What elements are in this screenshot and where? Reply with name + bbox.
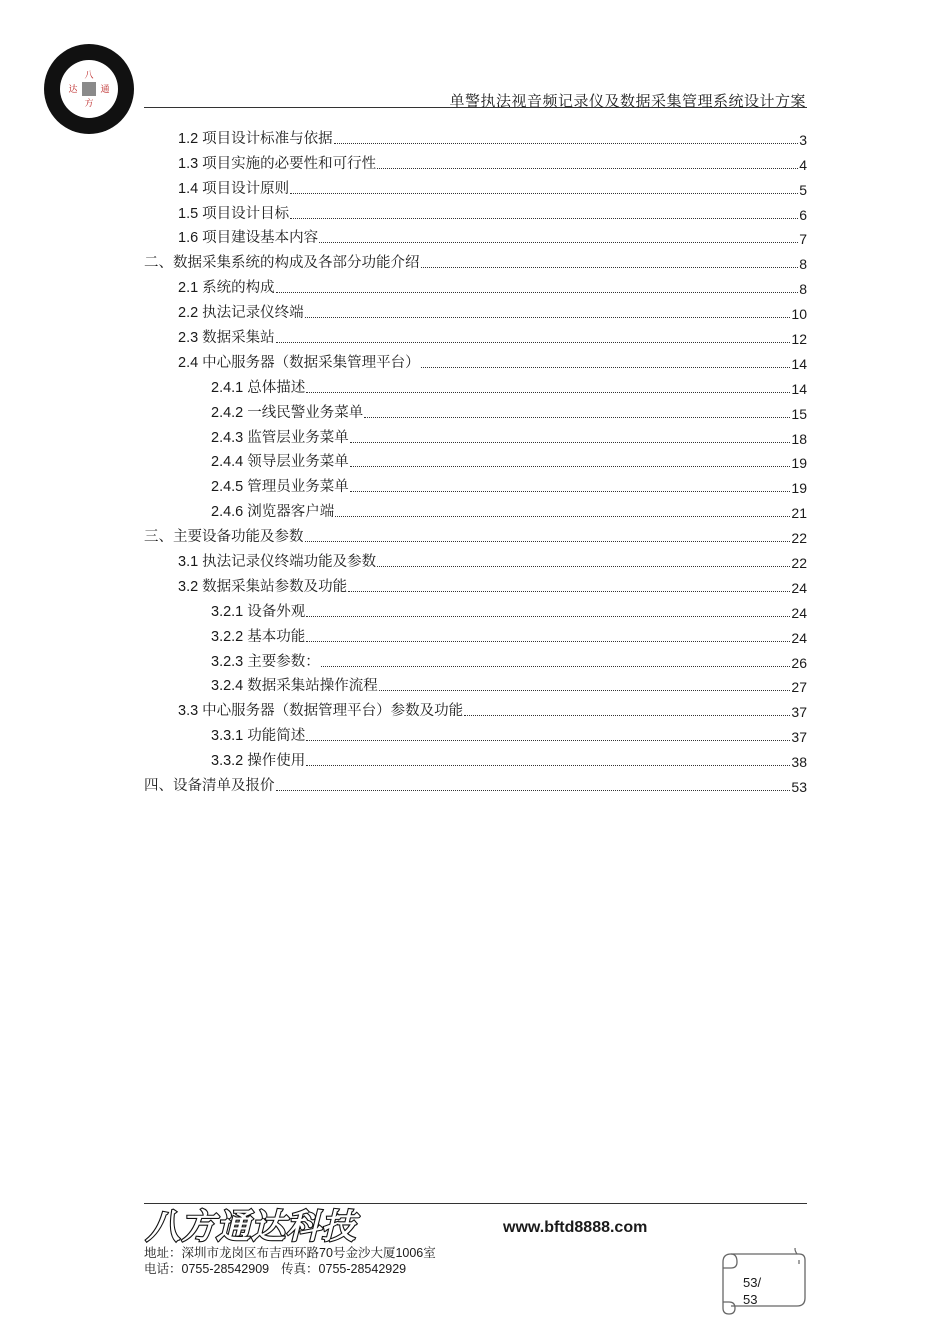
toc-entry-page: 22 [791,530,807,547]
toc-leader-dots [335,516,790,517]
toc-entry-number: 1.2 [178,130,199,147]
toc-entry[interactable] [144,473,807,498]
toc-entry-title [144,774,275,797]
toc-entry-label: 数据采集站参数及功能 [202,578,348,595]
toc-entry-label: 基本功能 [247,628,306,645]
toc-entry-number: 2.1 [178,280,199,297]
toc-entry-label: 监管层业务菜单 [247,429,349,446]
toc-entry[interactable] [144,498,807,523]
toc-entry-label: 二、数据采集系统的构成及各部分功能介绍 [144,255,420,272]
toc-entry-title [211,500,334,523]
toc-entry-page: 5 [799,181,807,198]
toc-entry-title [178,226,318,249]
toc-leader-dots [421,267,799,268]
toc-entry[interactable] [144,274,807,299]
toc-entry-title [178,301,304,324]
toc-leader-dots [306,641,790,642]
toc-entry-number: 3.2 [178,578,199,595]
toc-entry-label: 数据采集站 [202,330,275,347]
logo-char-right: 通 [100,85,110,95]
toc-entry-label: 项目实施的必要性和可行性 [202,155,377,172]
toc-entry-number: 3.3 [178,703,199,720]
toc-leader-dots [364,417,790,418]
toc-entry-page: 53 [791,779,807,796]
toc-entry[interactable] [144,399,807,424]
toc-entry-title [178,276,275,299]
toc-entry-label: 执法记录仪终端功能及参数 [202,554,377,571]
toc-entry-page: 14 [791,380,807,397]
toc-leader-dots [305,317,791,318]
toc-leader-dots [276,292,799,293]
toc-entry-title [144,525,304,548]
logo-char-top: 八 [84,71,94,81]
toc-entry-number: 3.1 [178,554,199,571]
toc-entry-label: 领导层业务菜单 [247,454,349,471]
toc-entry-title [211,401,363,424]
toc-entry[interactable] [144,673,807,698]
toc-entry-title [211,650,320,673]
toc-entry[interactable] [144,573,807,598]
toc-leader-dots [306,740,790,741]
toc-entry-page: 10 [791,306,807,323]
toc-entry-label: 总体描述 [247,379,306,396]
toc-entry[interactable] [144,772,807,797]
toc-entry[interactable] [144,349,807,374]
header-divider [144,107,807,108]
document-title: 单警执法视音频记录仪及数据采集管理系统设计方案 [449,92,806,110]
toc-entry[interactable] [144,225,807,250]
toc-entry-label: 中心服务器（数据采集管理平台） [202,354,420,371]
toc-entry-number: 1.5 [178,205,199,222]
toc-entry-label: 三、主要设备功能及参数 [144,529,304,546]
toc-entry-number: 3.2.1 [211,603,244,620]
toc-entry[interactable] [144,424,807,449]
toc-entry-page: 24 [791,579,807,596]
brand-name: 八方通达科技 [146,1207,356,1247]
toc-leader-dots [464,715,790,716]
toc-entry[interactable] [144,324,807,349]
toc-entry-label: 一线民警业务菜单 [247,404,364,421]
toc-entry-label: 操作使用 [247,753,306,770]
toc-entry-label: 四、设备清单及报价 [144,778,275,795]
toc-entry-page: 21 [791,505,807,522]
toc-entry-title [211,600,305,623]
toc-leader-dots [276,342,791,343]
toc-entry-label: 功能简述 [247,728,306,745]
page-number [743,1274,773,1308]
toc-entry-label: 中心服务器（数据管理平台）参数及功能 [202,703,464,720]
toc-entry-number: 3.2.4 [211,678,244,695]
toc-leader-dots [290,218,798,219]
toc-entry-label: 执法记录仪终端 [202,305,304,322]
toc-entry-number: 1.6 [178,230,199,247]
toc-entry-number: 2.4 [178,354,199,371]
toc-entry-label: 浏览器客户端 [247,504,335,521]
toc-leader-dots [350,491,791,492]
toc-entry-title [178,550,376,573]
toc-entry-title [144,251,420,274]
toc-entry-title [211,426,349,449]
toc-entry[interactable] [144,449,807,474]
toc-entry[interactable] [144,374,807,399]
toc-entry-number: 2.4.3 [211,429,244,446]
toc-entry-title [178,127,333,150]
toc-entry-page: 24 [791,629,807,646]
toc-entry[interactable] [144,722,807,747]
company-contact: 电话：0755-28542909 传真：0755-28542929 [144,1261,407,1276]
toc-entry-number: 3.2.2 [211,628,244,645]
toc-entry-page: 19 [791,480,807,497]
toc-entry-page: 27 [791,679,807,696]
toc-entry-page: 22 [791,555,807,572]
toc-entry-page: 19 [791,455,807,472]
toc-entry[interactable] [144,175,807,200]
toc-entry-number: 1.4 [178,180,199,197]
toc-entry-title [211,724,305,747]
toc-entry-title [178,177,289,200]
toc-entry-page: 8 [799,281,807,298]
toc-leader-dots [421,367,791,368]
toc-leader-dots [377,566,790,567]
toc-entry-label: 项目设计标准与依据 [202,130,333,147]
toc-entry-number: 1.3 [178,155,199,172]
toc-entry[interactable] [144,548,807,573]
toc-leader-dots [319,242,798,243]
toc-entry-page: 24 [791,604,807,621]
toc-entry-page: 15 [791,405,807,422]
company-address: 地址：深圳市龙岗区布吉西环路70号金沙大厦1006室 [144,1245,436,1260]
toc-entry-page: 38 [791,754,807,771]
toc-entry-page: 4 [799,156,807,173]
toc-entry-label: 项目设计目标 [202,205,290,222]
logo-char-bottom: 方 [84,99,94,109]
toc-entry[interactable] [144,200,807,225]
toc-leader-dots [350,442,791,443]
toc-entry-title [178,699,463,722]
toc-entry-label: 主要参数： [247,653,320,670]
toc-entry-number: 3.3.1 [211,728,244,745]
toc-entry-label: 项目设计原则 [202,180,290,197]
toc-entry[interactable] [144,747,807,772]
toc-entry-page: 18 [791,430,807,447]
toc-entry-title [211,674,378,697]
toc-leader-dots [306,765,790,766]
toc-entry-number: 2.4.4 [211,454,244,471]
toc-entry[interactable] [144,249,807,274]
toc-entry[interactable] [144,523,807,548]
toc-entry-title [178,326,275,349]
toc-entry-label: 数据采集站操作流程 [247,678,378,695]
toc-entry[interactable] [144,125,807,150]
toc-entry-page: 37 [791,704,807,721]
toc-entry-page: 8 [799,256,807,273]
toc-entry[interactable] [144,299,807,324]
toc-entry-number: 2.2 [178,305,199,322]
toc-entry-page: 37 [791,729,807,746]
toc-entry-page: 7 [799,231,807,248]
toc-entry-page: 12 [791,331,807,348]
toc-leader-dots [321,666,791,667]
toc-entry[interactable] [144,150,807,175]
toc-leader-dots [306,392,790,393]
toc-entry[interactable] [144,598,807,623]
toc-entry-title [211,450,349,473]
page-current: 53/ [743,1275,762,1290]
page-total: 53 [743,1292,758,1307]
logo-char-left: 达 [68,85,78,95]
toc-entry-label: 系统的构成 [202,280,275,297]
toc-entry-label: 设备外观 [247,603,306,620]
brand-logotype [144,1203,384,1247]
toc-leader-dots [348,591,790,592]
toc-entry-number: 2.4.1 [211,379,244,396]
toc-entry-title [211,625,305,648]
toc-entry[interactable] [144,648,807,673]
toc-leader-dots [379,690,791,691]
toc-entry-title [178,152,376,175]
toc-entry[interactable] [144,623,807,648]
toc-entry-label: 项目建设基本内容 [202,230,319,247]
toc-entry-number: 2.4.2 [211,404,244,421]
toc-entry-number: 2.4.6 [211,504,244,521]
toc-entry-title [211,475,349,498]
toc-entry[interactable] [144,697,807,722]
toc-leader-dots [305,541,791,542]
toc-entry-page: 14 [791,355,807,372]
toc-leader-dots [350,466,791,467]
toc-entry-title [178,202,289,225]
toc-entry-number: 2.3 [178,330,199,347]
toc-leader-dots [377,168,798,169]
toc-entry-number: 3.3.2 [211,753,244,770]
toc-entry-title [211,376,305,399]
table-of-contents [144,125,807,797]
toc-entry-label: 管理员业务菜单 [247,479,349,496]
toc-entry-title [211,749,305,772]
toc-entry-title [178,351,420,374]
company-website: www.bftd8888.com [503,1219,648,1236]
toc-leader-dots [276,790,791,791]
toc-entry-page: 6 [799,206,807,223]
toc-leader-dots [334,143,799,144]
toc-entry-number: 3.2.3 [211,653,244,670]
toc-entry-title [178,575,347,598]
company-seal-logo [44,44,134,134]
toc-leader-dots [306,616,790,617]
toc-leader-dots [290,193,798,194]
toc-entry-page: 3 [799,131,807,148]
toc-entry-page: 26 [791,654,807,671]
toc-entry-number: 2.4.5 [211,479,244,496]
